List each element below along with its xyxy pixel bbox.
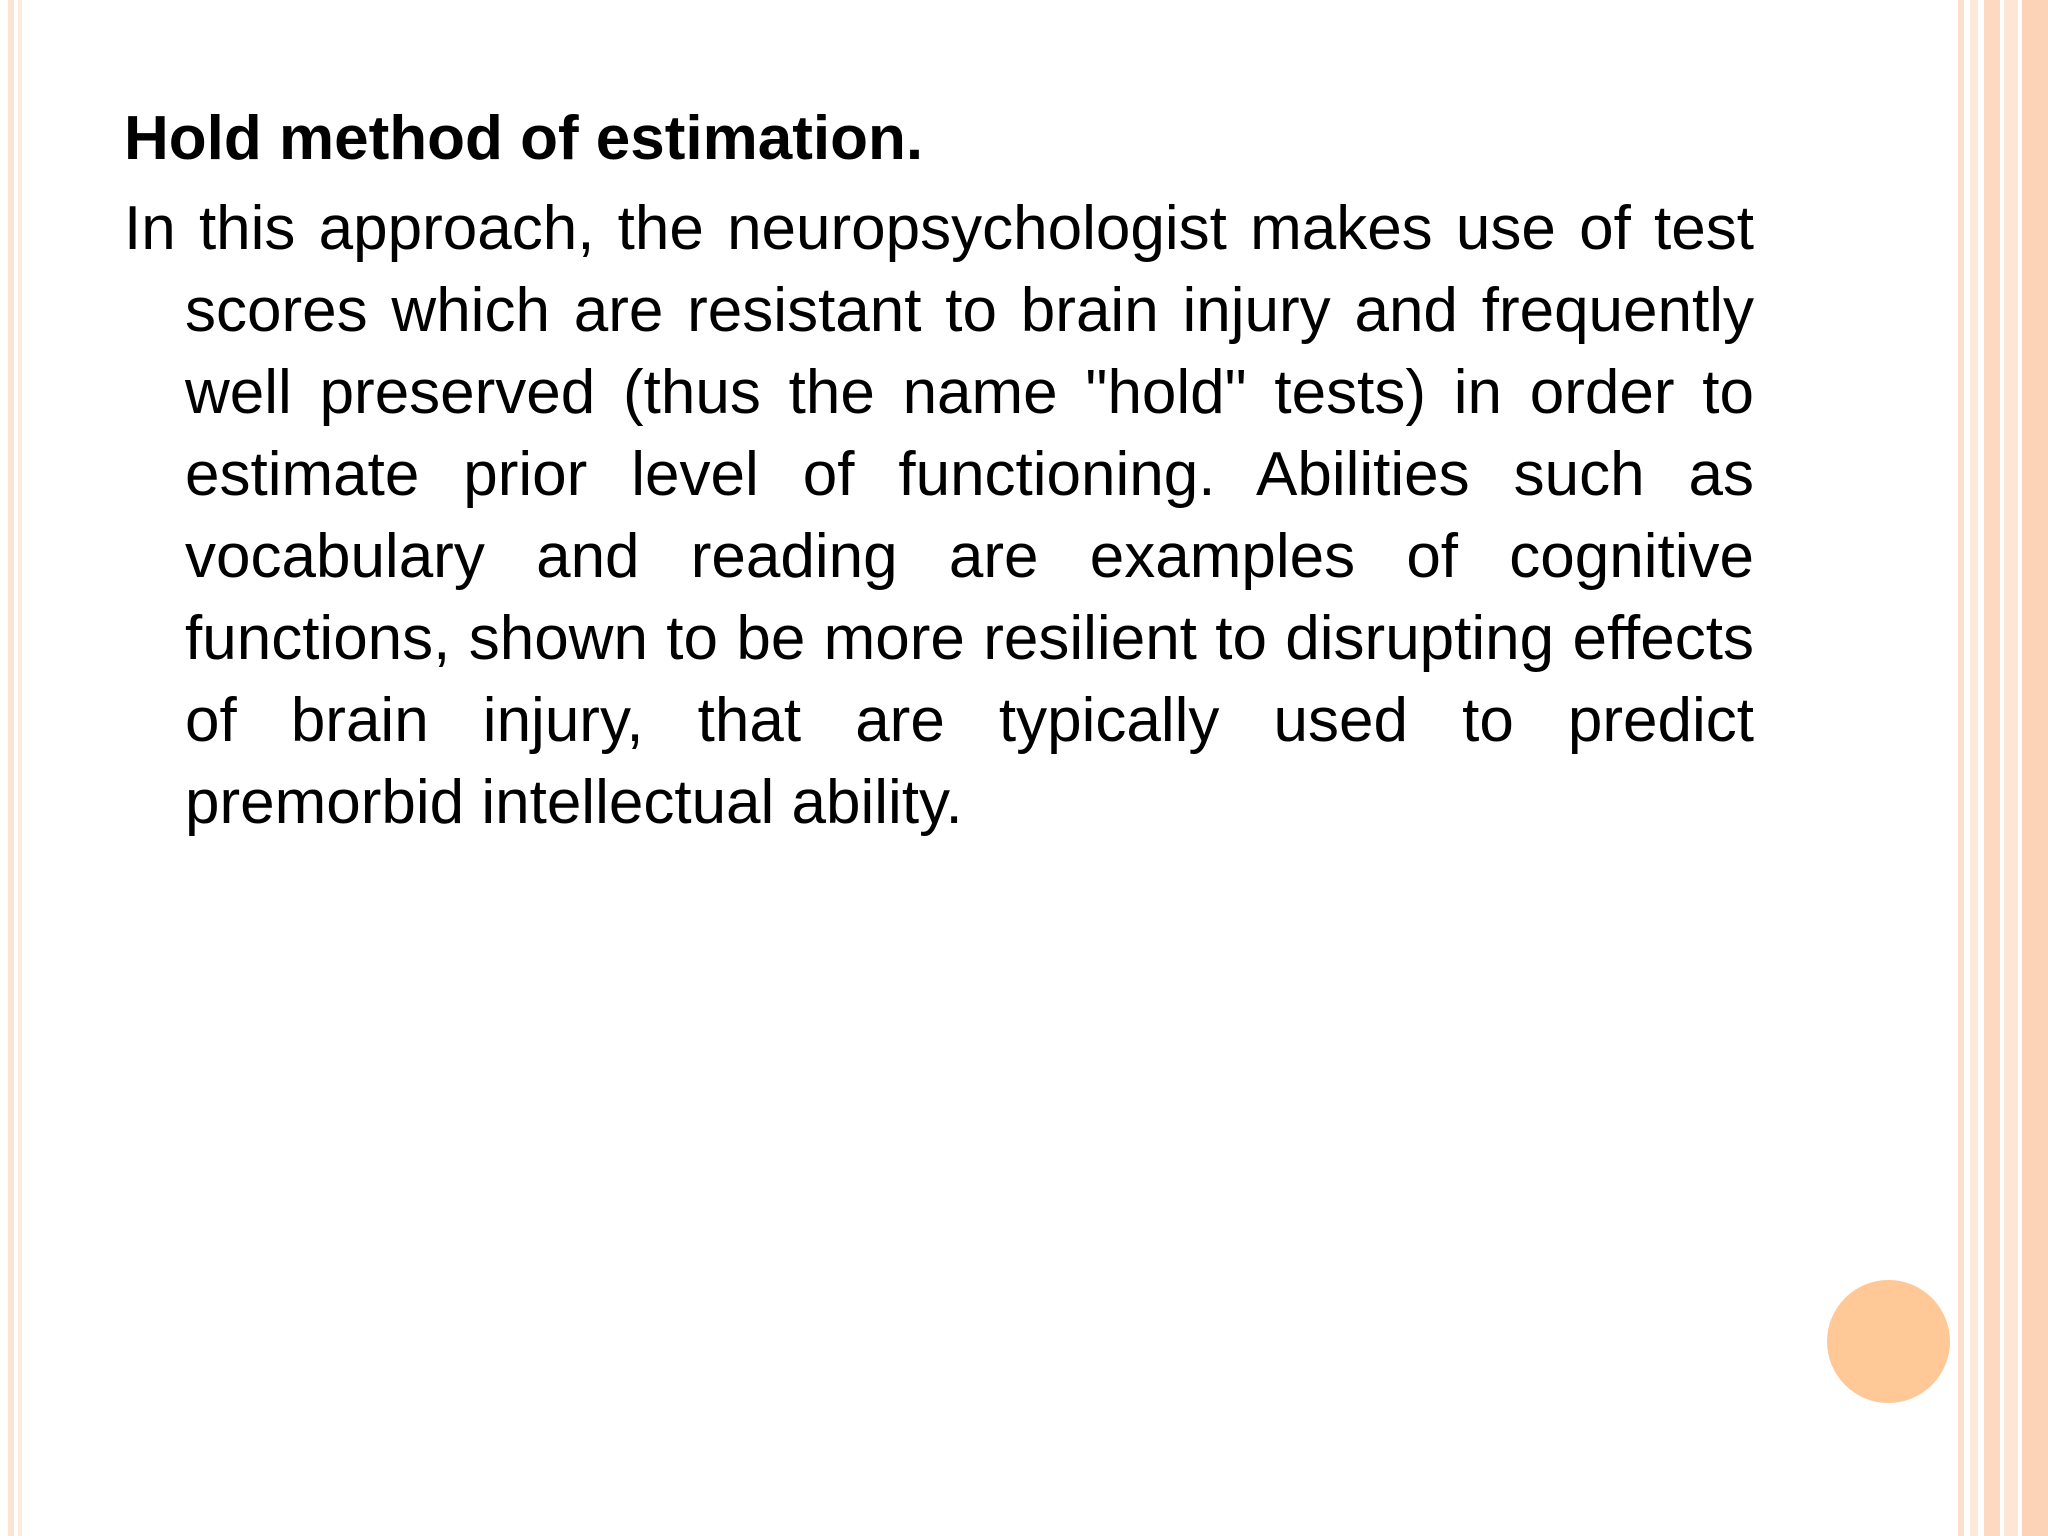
- left-border-stripe-inner: [18, 0, 22, 1536]
- slide-heading: Hold method of estimation.: [124, 104, 924, 173]
- right-border-stripe-2: [1970, 0, 1978, 1536]
- slide-paragraph: In this approach, the neuropsychologist makes use of test scores which are resistant to brain injury and frequently well preserved (thus the name "hold" tests) in order to estimate prior level of functioning. Abilities such as vocabulary and reading are examples of cognitive functions, shown to be more resilient to disrupting effects of brain injury, that are typically used to predict premorbid intellectual ability.: [124, 194, 1754, 837]
- right-border-stripe-3: [1984, 0, 2000, 1536]
- left-border-stripe: [8, 0, 14, 1536]
- right-border-stripe-4: [2004, 0, 2018, 1536]
- right-border-stripe-1: [1958, 0, 1964, 1536]
- right-border-stripe-5: [2022, 0, 2048, 1536]
- slide-content: [124, 96, 1754, 844]
- decorative-circle-icon: [1827, 1280, 1950, 1403]
